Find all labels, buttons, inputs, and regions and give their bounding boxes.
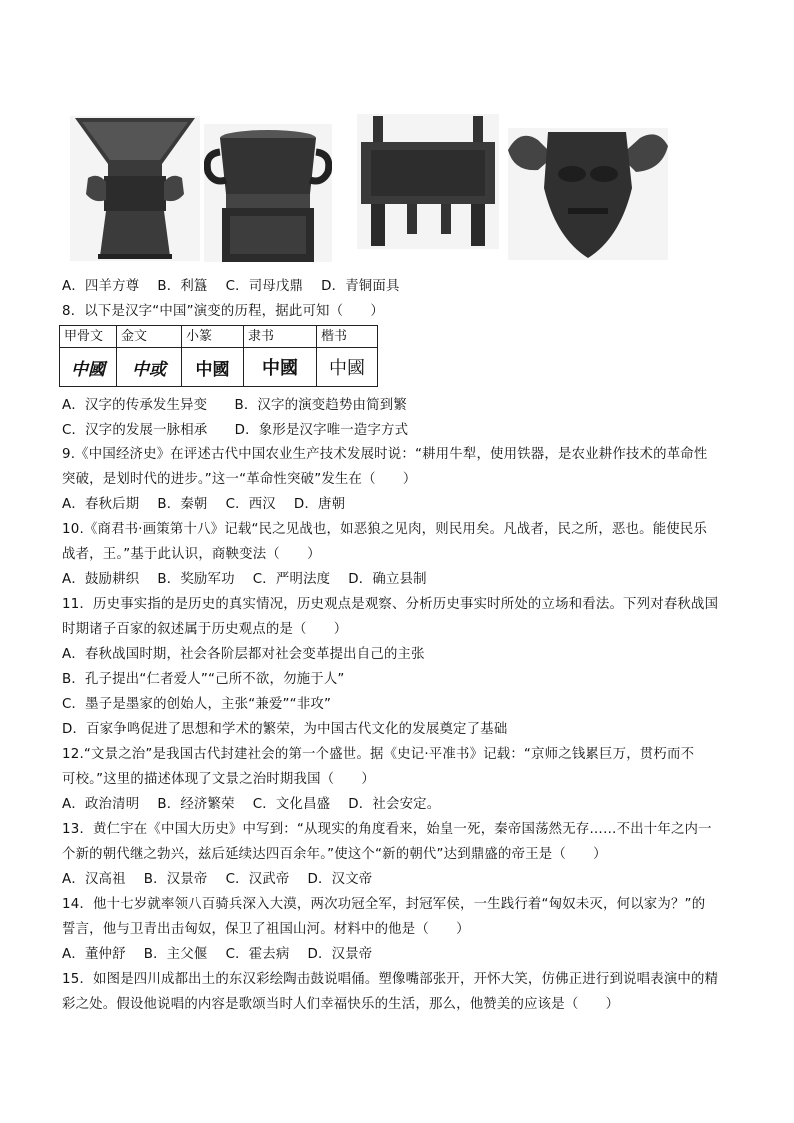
- glyph-kaishu: 中國: [317, 348, 378, 387]
- q10-stem-line-2: 战者，王。”基于此认识，商鞅变法（ ）: [62, 547, 321, 562]
- artifact-gui-image: [204, 124, 332, 262]
- q14-stem-line-2: 誓言，他与卫青出击匈奴，保卫了祖国山河。材料中的他是（ ）: [62, 922, 470, 937]
- q9-stem-line-1: 9.《中国经济史》在评述古代中国农业生产技术发展时说：“耕用牛犁，使用铁器，是农业耕作技术的革命性: [62, 447, 708, 462]
- q11-stem-line-2: 时期诸子百家的叙述属于历史观点的是（ ）: [62, 622, 348, 637]
- q11-stem-line-1: 11．历史事实指的是历史的真实情况，历史观点是观察、分析历史事实时所处的立场和看法。下列对春秋战国: [62, 597, 719, 612]
- q11-option-b: B．孔子提出“仁者爱人”“己所不欲，勿施于人”: [62, 672, 345, 687]
- q8-option-line-2: C．汉字的发展一脉相承 D．象形是汉字唯一造字方式: [62, 423, 409, 438]
- q11-option-d: D．百家争鸣促进了思想和学术的繁荣，为中国古代文化的发展奠定了基础: [62, 722, 508, 737]
- q10-options: A．鼓励耕织 B．奖励军功 C．严明法度 D．确立县制: [62, 572, 427, 587]
- q12-options: A．政治清明 B．经济繁荣 C．文化昌盛 D．社会安定。: [62, 797, 441, 812]
- glyph-jiaguwen: 中國: [60, 348, 117, 387]
- q8-option-line-1: A．汉字的传承发生异变 B．汉字的演变趋势由简到繁: [62, 398, 407, 413]
- table-header-kaishu: 楷书: [317, 326, 378, 348]
- q12-stem-line-2: 可校。”这里的描述体现了文景之治时期我国（ ）: [62, 772, 376, 787]
- q11-option-c: C．墨子是墨家的创始人，主张“兼爱”“非攻”: [62, 697, 332, 712]
- q9-options: A．春秋后期 B．秦朝 C．西汉 D．唐朝: [62, 497, 346, 512]
- q8-glyph-table: [59, 325, 378, 387]
- glyph-lishu: 中國: [244, 348, 317, 387]
- table-header-lishu: 隶书: [244, 326, 317, 348]
- q15-stem-line-1: 15．如图是四川成都出土的东汉彩绘陶击鼓说唱俑。塑像嘴部张开，开怀大笑，仿佛正进行到说唱表演中的精: [62, 972, 719, 987]
- table-header-xiaozhuan: 小篆: [182, 326, 244, 348]
- q13-stem-line-1: 13．黄仁宇在《中国大历史》中写到：“从现实的角度看来，始皇一死，秦帝国荡然无存……不出十年之内一: [62, 822, 712, 837]
- artifact-mask-image: [508, 128, 668, 260]
- q10-stem-line-1: 10.《商君书·画策第十八》记载“民之见战也，如恶狼之见肉，则民用矣。凡战者，民之所，恶也。能使民乐: [62, 522, 708, 537]
- q14-stem-line-1: 14．他十七岁就率领八百骑兵深入大漠，两次功冠全军，封冠军侯，一生践行着“匈奴未灭，何以家为？”的: [62, 897, 706, 912]
- q12-stem-line-1: 12.“文景之治”是我国古代封建社会的第一个盛世。据《史记·平准书》记载：“京师之钱累巨万，贯朽而不: [62, 747, 695, 762]
- q8-stem: 8．以下是汉字“中国”演变的历程，据此可知（ ）: [62, 304, 384, 319]
- q9-stem-line-2: 突破，是划时代的进步。”这一“革命性突破”发生在（ ）: [62, 472, 417, 487]
- q7-options: A．四羊方尊 B．利簋 C．司母戊鼎 D．青铜面具: [62, 279, 400, 294]
- table-header-jiaguwen: 甲骨文: [60, 326, 117, 348]
- q13-options: A．汉高祖 B．汉景帝 C．汉武帝 D．汉文帝: [62, 872, 373, 887]
- artifact-zun-image: [70, 116, 200, 261]
- q14-options: A．董仲舒 B．主父偃 C．霍去病 D．汉景帝: [62, 947, 373, 962]
- q15-stem-line-2: 彩之处。假设他说唱的内容是歌颂当时人们幸福快乐的生活，那么，他赞美的应该是（ ）: [62, 997, 620, 1012]
- glyph-xiaozhuan: 中國: [182, 348, 244, 387]
- q13-stem-line-2: 个新的朝代继之勃兴，兹后延续达四百余年。”使这个“新的朝代”达到鼎盛的帝王是（ ）: [62, 847, 607, 862]
- glyph-jinwen: 中或: [117, 348, 182, 387]
- table-header-jinwen: 金文: [117, 326, 182, 348]
- artifact-ding-image: [357, 114, 499, 249]
- q11-option-a: A．春秋战国时期，社会各阶层都对社会变革提出自己的主张: [62, 647, 425, 662]
